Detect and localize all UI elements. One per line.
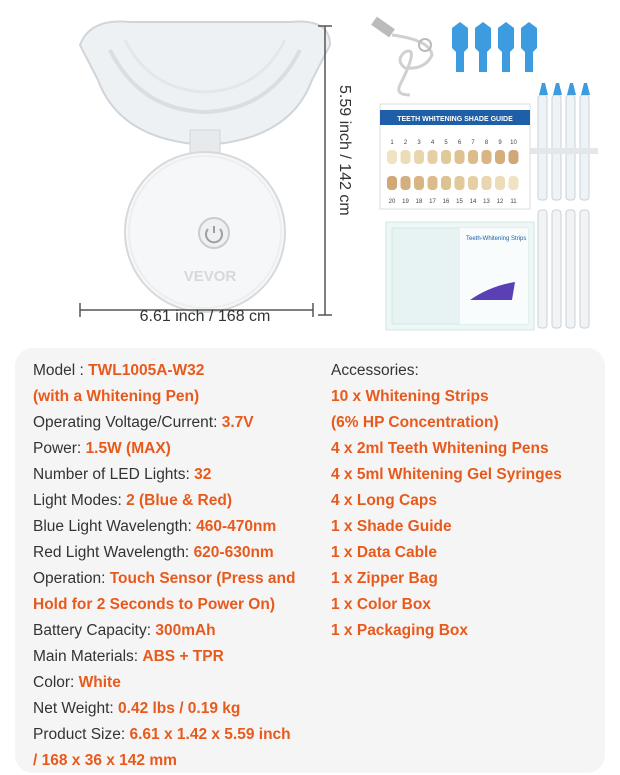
spec-value: / 168 x 36 x 142 mm [33,752,177,769]
shade-number: 16 [442,199,450,205]
shade-number: 14 [469,199,477,205]
specifications-panel [15,348,605,773]
shade-guide [380,104,530,209]
shade-tooth [509,150,519,164]
spec-label: Main Materials: [33,648,143,665]
spec-label: Red Light Wavelength: [33,544,194,561]
shade-number: 9 [498,140,502,146]
spec-value: Hold for 2 Seconds to Power On) [33,596,275,613]
spec-row [33,514,323,540]
shade-tooth [414,150,424,164]
spec-row [33,748,323,774]
shade-tooth [387,176,397,190]
spec-row [33,618,323,644]
shade-number: 15 [456,199,463,205]
shade-guide-title: TEETH WHITENING SHADE GUIDE [397,116,513,123]
spec-label: Operation: [33,570,110,587]
whitening-strips [386,222,534,330]
spec-label: Operating Voltage/Current: [33,414,222,431]
accessory-item: (6% HP Concentration) [331,414,499,431]
spec-value: 2 (Blue & Red) [126,492,232,509]
shade-number: 5 [444,140,448,146]
accessory-item: 10 x Whitening Strips [331,388,489,405]
spec-row [33,488,323,514]
data-cable [371,17,432,95]
spec-label: Color: [33,674,79,691]
spec-label: Number of LED Lights: [33,466,195,483]
spec-row [33,592,323,618]
spec-label: Product Size: [33,726,130,743]
shade-tooth [387,150,397,164]
spec-value: 460-470nm [196,518,277,535]
product-image-area [0,0,620,345]
spec-row [33,384,323,410]
shade-tooth [495,176,505,190]
shade-number: 7 [471,140,475,146]
accessory-item: 1 x Shade Guide [331,518,452,535]
spec-row [33,696,323,722]
spec-row [33,436,323,462]
shade-number: 3 [417,140,421,146]
accessories-title: Accessories: [331,362,419,379]
spec-value: White [78,674,121,691]
spec-row [33,410,323,436]
shade-number: 12 [496,199,504,205]
width-dimension-label: 6.61 inch / 168 cm [139,308,271,325]
shade-tooth [509,176,519,190]
shade-tooth [468,176,478,190]
long-caps [452,22,537,72]
accessory-item: 1 x Color Box [331,596,431,613]
shade-number: 6 [457,140,462,146]
spec-row [33,566,323,592]
product-illustration [0,0,620,345]
spec-label: Power: [33,440,86,457]
shade-tooth [482,150,492,164]
device-body [125,152,285,312]
gel-syringes [530,83,598,200]
spec-row [33,358,323,384]
height-dimension-line [318,26,332,315]
shade-number: 13 [483,199,490,205]
spec-row [33,540,323,566]
spec-label: Light Modes: [33,492,127,509]
brand-logo: VEVOR [183,268,237,285]
spec-row [33,644,323,670]
accessory-item: 1 x Packaging Box [331,622,468,639]
shade-number: 17 [429,199,436,205]
accessory-item: 1 x Data Cable [331,544,437,561]
shade-tooth [441,176,451,190]
shade-tooth [428,150,438,164]
shade-tooth [401,150,411,164]
spec-value: 620-630nm [193,544,274,561]
spec-label: Blue Light Wavelength: [33,518,197,535]
spec-value: 300mAh [155,622,216,639]
shade-number: 19 [402,199,409,205]
spec-value: ABS + TPR [142,648,224,665]
shade-number: 20 [388,199,396,205]
spec-value: 0.42 lbs / 0.19 kg [118,700,241,717]
shade-number: 18 [415,199,423,205]
spec-value: 3.7V [221,414,254,431]
spec-row [33,670,323,696]
spec-label: Net Weight: [33,700,119,717]
shade-number: 2 [403,140,408,146]
shade-tooth [482,176,492,190]
height-dimension-label: 5.59 inch / 142 cm [336,85,353,216]
spec-label: Model : [33,362,89,379]
spec-list [33,358,323,774]
spec-value: 32 [194,466,212,483]
shade-number: 1 [390,140,394,146]
shade-tooth [455,150,465,164]
spec-value: 6.61 x 1.42 x 5.59 inch [129,726,291,743]
spec-value: (with a Whitening Pen) [33,388,200,405]
strips-label: Teeth-Whitening Strips [466,236,527,242]
spec-value: 1.5W (MAX) [85,440,171,457]
shade-tooth [495,150,505,164]
spec-value: Touch Sensor (Press and [109,570,296,587]
accessory-item: 4 x Long Caps [331,492,437,509]
shade-tooth [441,150,451,164]
shade-tooth [428,176,438,190]
spec-row [33,462,323,488]
shade-tooth [414,176,424,190]
shade-number: 4 [430,140,435,146]
whitening-pens [538,210,589,328]
shade-number: 11 [510,199,517,205]
shade-tooth [455,176,465,190]
spec-label: Battery Capacity: [33,622,156,639]
shade-tooth [401,176,411,190]
accessories-list [331,358,601,644]
mouthpiece-tray [80,21,330,158]
accessory-item: 4 x 2ml Teeth Whitening Pens [331,440,549,457]
shade-number: 8 [484,140,489,146]
spec-row [33,722,323,748]
spec-value: TWL1005A-W32 [88,362,205,379]
shade-tooth [468,150,478,164]
accessory-item: 4 x 5ml Whitening Gel Syringes [331,466,562,483]
shade-number: 10 [510,140,517,146]
accessory-item: 1 x Zipper Bag [331,570,438,587]
